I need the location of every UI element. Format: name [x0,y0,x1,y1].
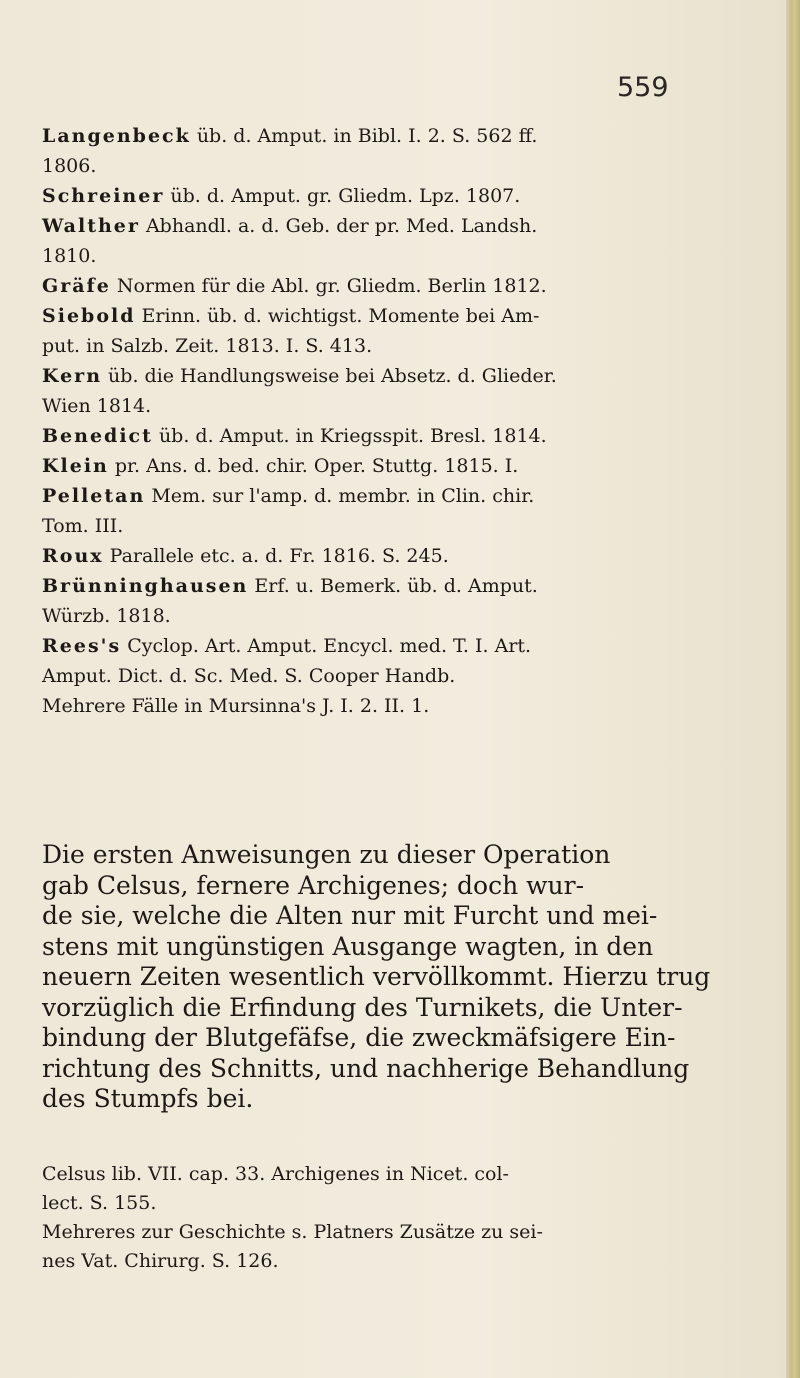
reference-continuation: 1806. [42,155,97,177]
reference-entry [42,542,742,571]
reference-text: Abhandl. a. d. Geb. der pr. Med. Landsh. [139,215,538,237]
reference-continuation: Amput. Dict. d. Sc. Med. S. Cooper Handb. [42,665,456,687]
reference-author: Brünninghausen [42,575,249,597]
paragraph-line: de sie, welche die Alten nur mit Furcht und mei- [42,901,658,930]
reference-continuation: Wien 1814. [42,395,152,417]
reference-text: üb. d. Amput. in Bibl. I. 2. S. 562 ff. [190,125,538,147]
paragraph-line: neuern Zeiten wesentlich vervöllkommt. Hierzu trug [42,962,711,991]
reference-continuation: 1810. [42,245,97,267]
reference-entry [42,182,742,211]
reference-entry [42,122,742,151]
footnote-line: lect. S. 155. [42,1192,157,1214]
reference-text: üb. d. Amput. in Kriegsspit. Bresl. 1814. [152,425,547,447]
page-spine-edge [786,0,800,1378]
reference-entry [42,572,742,601]
paragraph-line: vorzüglich die Erfindung des Turnikets, die Unter- [42,992,683,1022]
reference-list [42,122,742,722]
reference-text: üb. d. Amput. gr. Gliedm. Lpz. 1807. [164,185,521,207]
reference-entry [42,272,742,301]
footnotes [42,1160,742,1276]
reference-author: Gräfe [42,275,111,297]
reference-author: Klein [42,455,109,477]
reference-author: Pelletan [42,485,146,507]
reference-entry [42,482,742,511]
reference-author: Walther [42,215,140,237]
reference-entry [42,212,742,241]
paragraph-line: bindung der Blutgefäfse, die zweckmäfsigere Ein- [42,1023,676,1052]
paragraph-line: gab Celsus, fernere Archigenes; doch wur- [42,870,585,900]
reference-entry [42,452,742,481]
paragraph-line: stens mit ungünstigen Ausgange wagten, in den [42,931,654,961]
reference-text: Cyclop. Art. Amput. Encycl. med. T. I. Art. [121,635,532,657]
reference-continuation: Würzb. 1818. [42,605,171,627]
reference-author: Rees's [42,635,122,657]
main-paragraph [42,840,747,1115]
reference-text: Erinn. üb. d. wichtigst. Momente bei Am- [135,305,540,327]
reference-author: Langenbeck [42,125,191,147]
reference-entry [42,422,742,451]
reference-text: pr. Ans. d. bed. chir. Oper. Stuttg. 1815. I. [108,455,519,477]
reference-entry [42,632,742,661]
reference-entry [42,692,742,721]
reference-text: Parallele etc. a. d. Fr. 1816. S. 245. [103,545,449,567]
paragraph-line: des Stumpfs bei. [42,1084,254,1113]
reference-text: Mem. sur l'amp. d. membr. in Clin. chir. [145,485,535,507]
reference-text: üb. die Handlungsweise bei Absetz. d. Glieder. [102,365,557,387]
reference-author: Roux [42,545,104,567]
reference-text: Mehrere Fälle in Mursinna's J. I. 2. II. 1. [42,695,430,717]
paragraph-line: Die ersten Anweisungen zu dieser Operation [42,840,611,869]
page-number: 559 [617,72,669,103]
reference-continuation: put. in Salzb. Zeit. 1813. I. S. 413. [42,335,373,357]
reference-author: Siebold [42,305,136,327]
paragraph-line: richtung des Schnitts, und nachherige Behandlung [42,1053,690,1083]
reference-author: Schreiner [42,185,165,207]
footnote-line: Celsus lib. VII. cap. 33. Archigenes in Nicet. col- [42,1163,509,1185]
reference-author: Benedict [42,425,153,447]
reference-continuation: Tom. III. [42,515,124,537]
footnote-line: nes Vat. Chirurg. S. 126. [42,1250,279,1272]
reference-entry [42,302,742,331]
footnote-line: Mehreres zur Geschichte s. Platners Zusätze zu sei- [42,1221,543,1243]
reference-text: Erf. u. Bemerk. üb. d. Amput. [248,575,538,597]
reference-text: Normen für die Abl. gr. Gliedm. Berlin 1812. [110,275,547,297]
reference-entry [42,362,742,391]
reference-author: Kern [42,365,103,387]
